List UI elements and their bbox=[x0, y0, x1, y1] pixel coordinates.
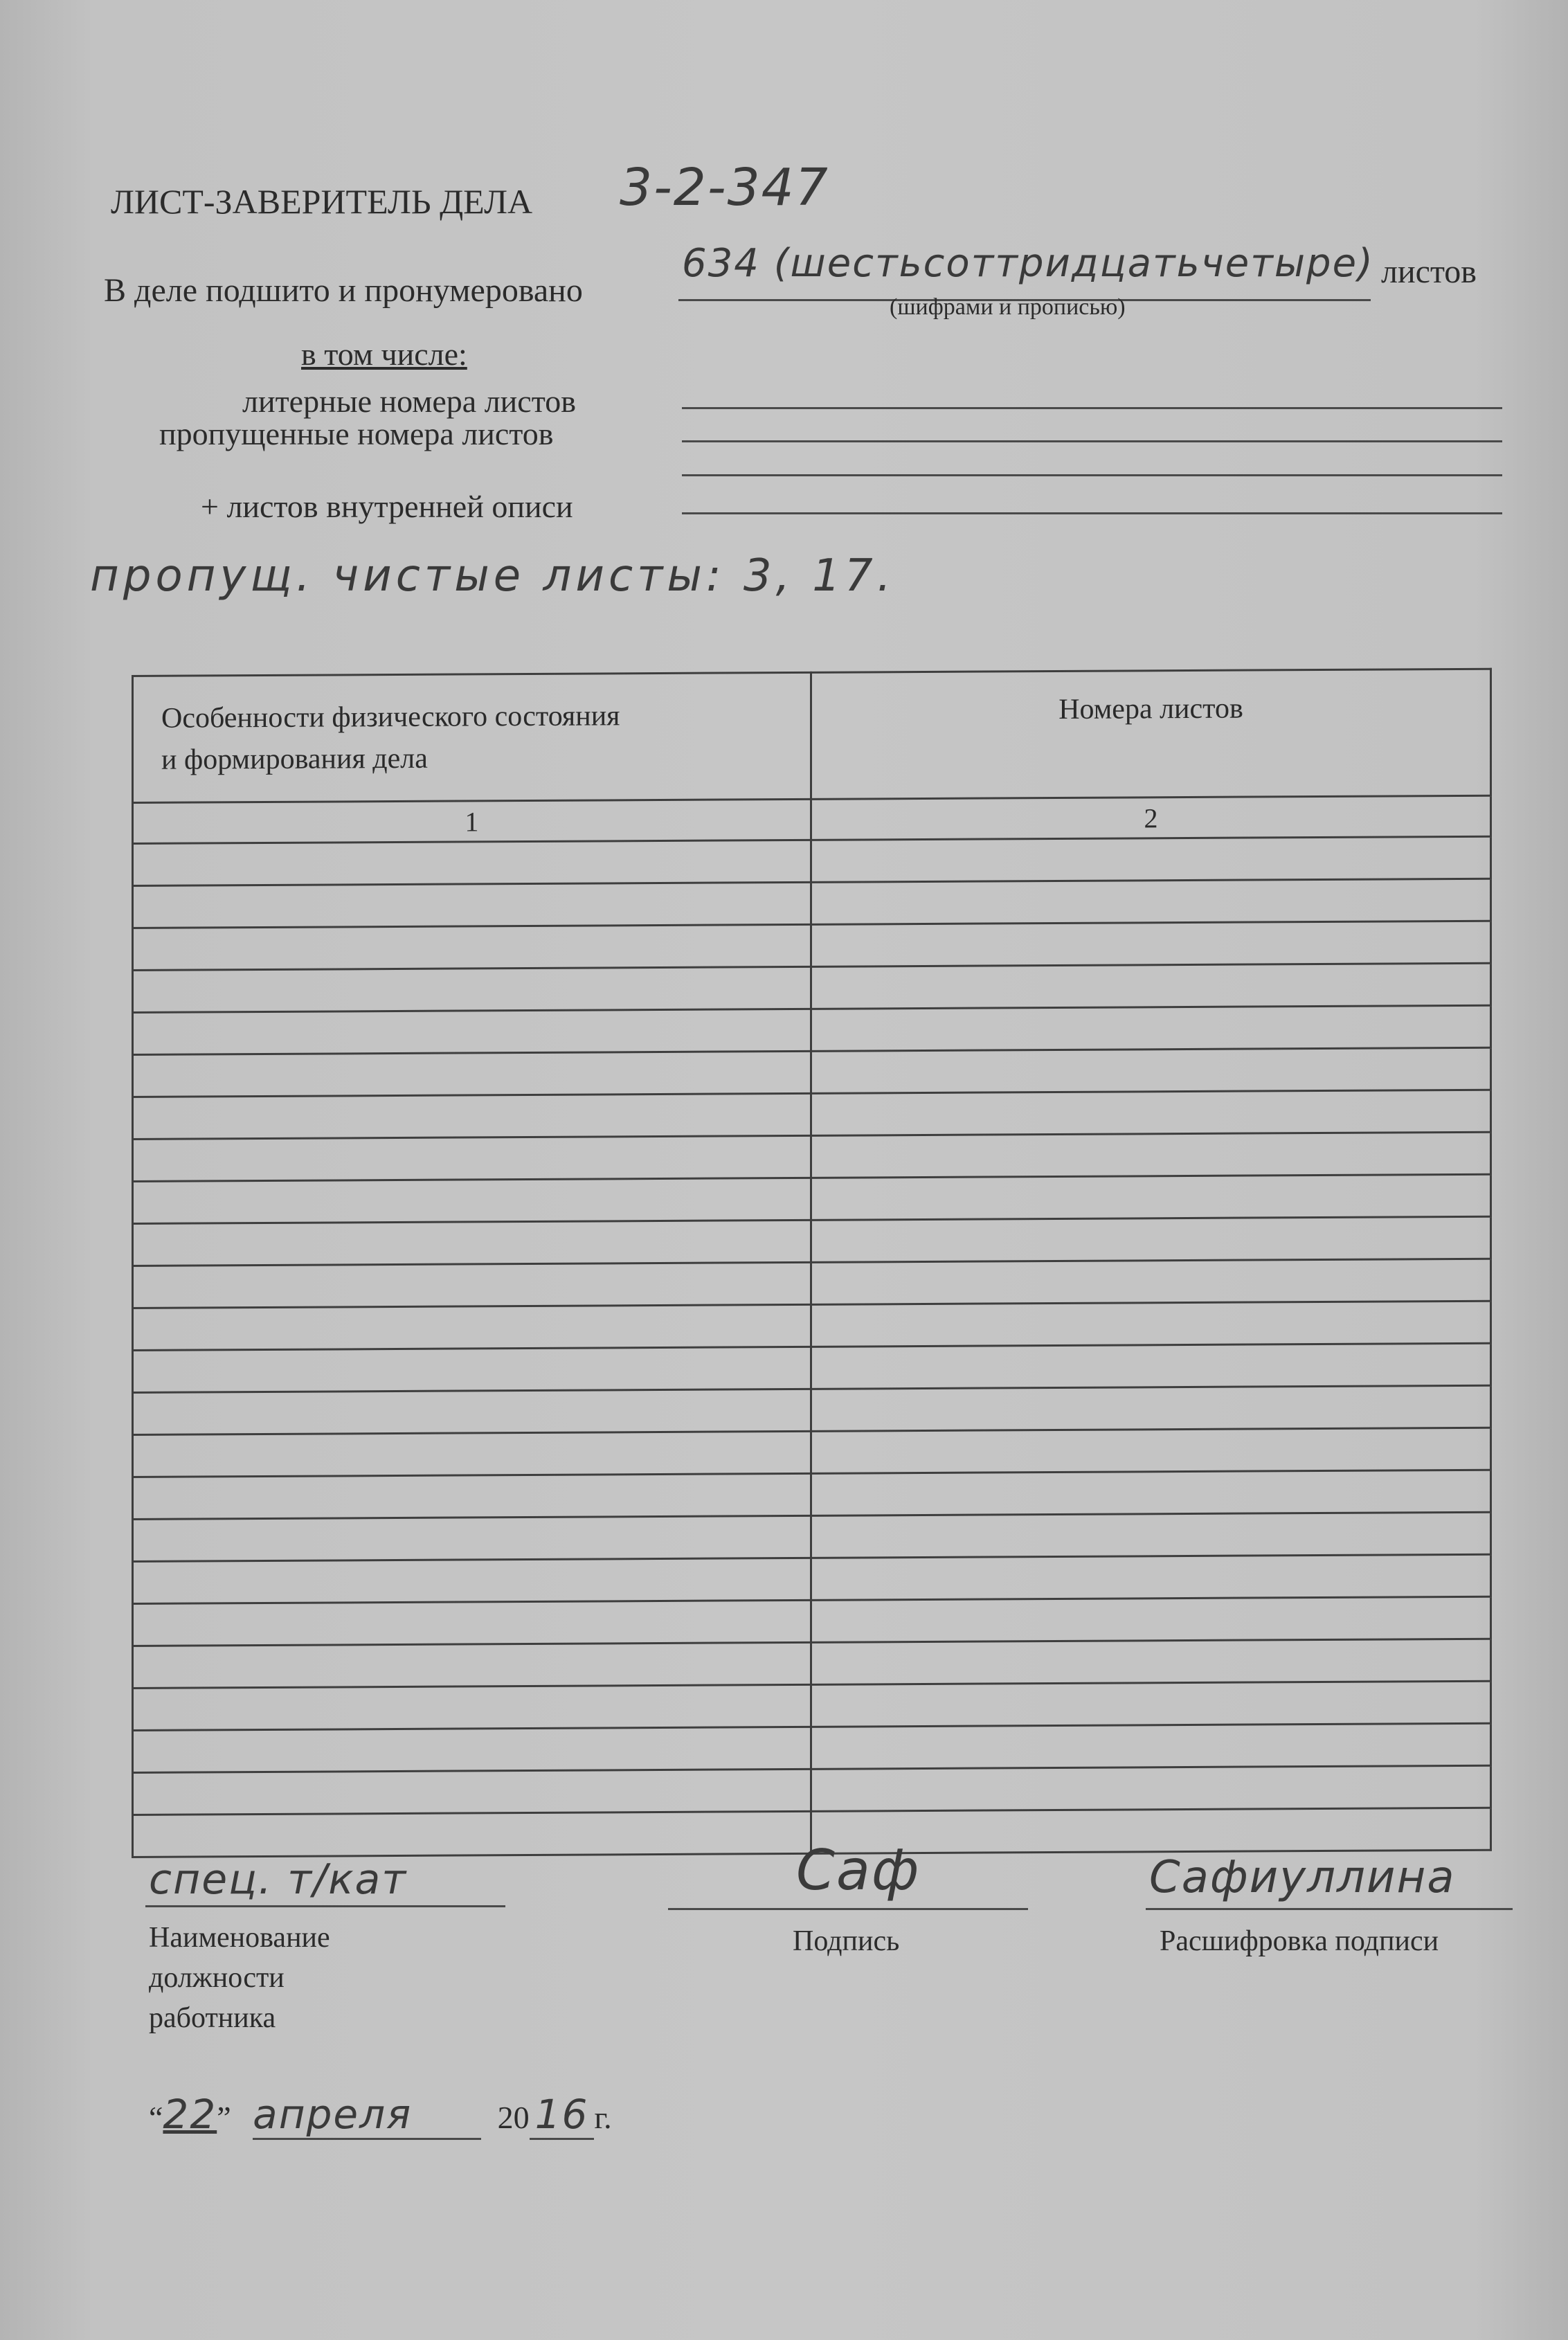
physical-state-table bbox=[132, 675, 1492, 1828]
table-cell-features bbox=[133, 1769, 811, 1815]
handwritten-note: пропущ. чистые листы: 3, 17. bbox=[90, 550, 896, 602]
table-row bbox=[133, 1343, 1491, 1392]
column-header-features-line-2: и формирования дела bbox=[161, 742, 428, 776]
table-cell-features bbox=[133, 882, 811, 928]
table-cell-features bbox=[133, 1347, 811, 1392]
table-cell-features bbox=[133, 966, 811, 1012]
position-caption bbox=[149, 1918, 330, 2038]
table-row bbox=[133, 1470, 1491, 1519]
date-year-suffix: 16 bbox=[530, 2091, 595, 2140]
column-header-features bbox=[133, 672, 811, 802]
table-row bbox=[133, 1554, 1491, 1603]
table-cell-sheet-numbers bbox=[811, 1132, 1491, 1178]
table-cell-sheet-numbers bbox=[811, 1512, 1491, 1558]
table-cell-sheet-numbers bbox=[811, 1174, 1491, 1220]
table-cell-sheet-numbers bbox=[811, 1470, 1491, 1515]
table-row bbox=[133, 1428, 1491, 1477]
position-line bbox=[145, 1905, 505, 1907]
stitched-value: 634 (шестьсоттридцатьчетыре) bbox=[682, 241, 1374, 286]
date-month: апреля bbox=[253, 2091, 481, 2140]
table-cell-sheet-numbers bbox=[811, 1216, 1491, 1262]
table-row bbox=[133, 921, 1491, 970]
table-row bbox=[133, 1301, 1491, 1350]
table-row bbox=[133, 1385, 1491, 1434]
table-cell-sheet-numbers bbox=[811, 963, 1491, 1009]
signature-decode-value: Сафиуллина bbox=[1149, 1852, 1456, 1903]
table-cell-sheet-numbers bbox=[811, 921, 1491, 966]
signature-line bbox=[668, 1908, 1028, 1910]
stitched-suffix: листов bbox=[1381, 253, 1477, 290]
table-cell-features bbox=[133, 1431, 811, 1477]
table-cell-sheet-numbers bbox=[811, 1385, 1491, 1431]
table-cell-features bbox=[133, 1684, 811, 1730]
table-row bbox=[133, 963, 1491, 1012]
table-cell-sheet-numbers bbox=[811, 1765, 1491, 1811]
date-day: 22 bbox=[163, 2091, 217, 2138]
table-cell-sheet-numbers bbox=[811, 1723, 1491, 1769]
table-cell-features bbox=[133, 1473, 811, 1519]
table-cell-features bbox=[133, 1178, 811, 1223]
table-row bbox=[133, 1681, 1491, 1730]
table-cell-features bbox=[133, 1135, 811, 1181]
table-cell-features bbox=[133, 924, 811, 970]
table-row bbox=[133, 1132, 1491, 1181]
table-row bbox=[133, 1512, 1491, 1561]
table-cell-sheet-numbers bbox=[811, 879, 1491, 924]
position-caption-line-3: работника bbox=[149, 2002, 276, 2034]
table-cell-sheet-numbers bbox=[811, 1343, 1491, 1389]
document-title: ЛИСТ-ЗАВЕРИТЕЛЬ ДЕЛА bbox=[111, 182, 533, 221]
position-value: спец. т/кат bbox=[149, 1855, 408, 1904]
table-cell-sheet-numbers bbox=[811, 1090, 1491, 1135]
signature-caption: Подпись bbox=[793, 1925, 900, 1957]
letter-numbers-line bbox=[682, 407, 1502, 409]
date-year-suffix-g: г. bbox=[594, 2100, 612, 2135]
table-cell-features bbox=[133, 1727, 811, 1772]
table-cell-features bbox=[133, 1220, 811, 1266]
table-cell-sheet-numbers bbox=[811, 1681, 1491, 1727]
extra-line bbox=[682, 474, 1502, 476]
table-row bbox=[133, 1596, 1491, 1646]
table-row bbox=[133, 1174, 1491, 1223]
table-cell-sheet-numbers bbox=[811, 1428, 1491, 1473]
table-header-row bbox=[133, 669, 1491, 802]
table-cell-features bbox=[133, 1600, 811, 1646]
table-row bbox=[133, 1765, 1491, 1815]
table-cell-features bbox=[133, 1262, 811, 1308]
table-row bbox=[133, 1259, 1491, 1308]
column-number-row bbox=[133, 795, 1491, 843]
table-cell-sheet-numbers bbox=[811, 1047, 1491, 1093]
table-cell-sheet-numbers bbox=[811, 1596, 1491, 1642]
table-cell-features bbox=[133, 1811, 811, 1857]
internal-inventory-label: + листов внутренней описи bbox=[201, 489, 573, 524]
date-year-prefix: 20 bbox=[497, 2100, 530, 2135]
signature-mark: Саф bbox=[796, 1838, 921, 1902]
column-header-features-line-1: Особенности физического состояния bbox=[161, 700, 620, 735]
table-cell-features bbox=[133, 1093, 811, 1139]
stitched-label: В деле подшито и пронумеровано bbox=[104, 272, 583, 309]
table-cell-features bbox=[133, 1515, 811, 1561]
table-row bbox=[133, 1216, 1491, 1266]
table-row bbox=[133, 1639, 1491, 1688]
table-row bbox=[133, 1723, 1491, 1772]
stitched-hint: (шифрами и прописью) bbox=[890, 294, 1126, 320]
table-row bbox=[133, 836, 1491, 885]
signature-decode-line bbox=[1146, 1908, 1513, 1910]
table-row bbox=[133, 1090, 1491, 1139]
table-row bbox=[133, 879, 1491, 928]
table-cell-features bbox=[133, 1051, 811, 1097]
table-cell-features bbox=[133, 1642, 811, 1688]
table-row bbox=[133, 1005, 1491, 1054]
internal-inventory-line bbox=[682, 512, 1502, 514]
including-label: в том числе: bbox=[301, 336, 467, 372]
table-cell-features bbox=[133, 1389, 811, 1434]
letter-numbers-label: литерные номера листов bbox=[242, 384, 576, 419]
date-quote-open: “ bbox=[149, 2100, 163, 2135]
table-cell-sheet-numbers bbox=[811, 1301, 1491, 1347]
table-cell-features bbox=[133, 1304, 811, 1350]
table-row bbox=[133, 1047, 1491, 1097]
column-number-1: 1 bbox=[133, 799, 811, 843]
missing-numbers-line bbox=[682, 440, 1502, 442]
column-number-2: 2 bbox=[811, 795, 1491, 840]
date-quote-close: ” bbox=[217, 2100, 231, 2135]
table-cell-sheet-numbers bbox=[811, 1005, 1491, 1051]
table-cell-sheet-numbers bbox=[811, 1554, 1491, 1600]
signature-decode-caption: Расшифровка подписи bbox=[1160, 1925, 1439, 1957]
position-caption-line-2: должности bbox=[149, 1962, 285, 1994]
missing-numbers-label: пропущенные номера листов bbox=[159, 416, 554, 451]
column-header-sheet-numbers: Номера листов bbox=[811, 669, 1491, 799]
table-cell-sheet-numbers bbox=[811, 836, 1491, 882]
table-cell-features bbox=[133, 840, 811, 885]
case-number: 3-2-347 bbox=[620, 158, 829, 217]
date-row bbox=[149, 2091, 612, 2140]
table-cell-sheet-numbers bbox=[811, 1259, 1491, 1304]
table-cell-features bbox=[133, 1558, 811, 1603]
table-cell-sheet-numbers bbox=[811, 1639, 1491, 1684]
table-cell-features bbox=[133, 1009, 811, 1054]
position-caption-line-1: Наименование bbox=[149, 1922, 330, 1954]
